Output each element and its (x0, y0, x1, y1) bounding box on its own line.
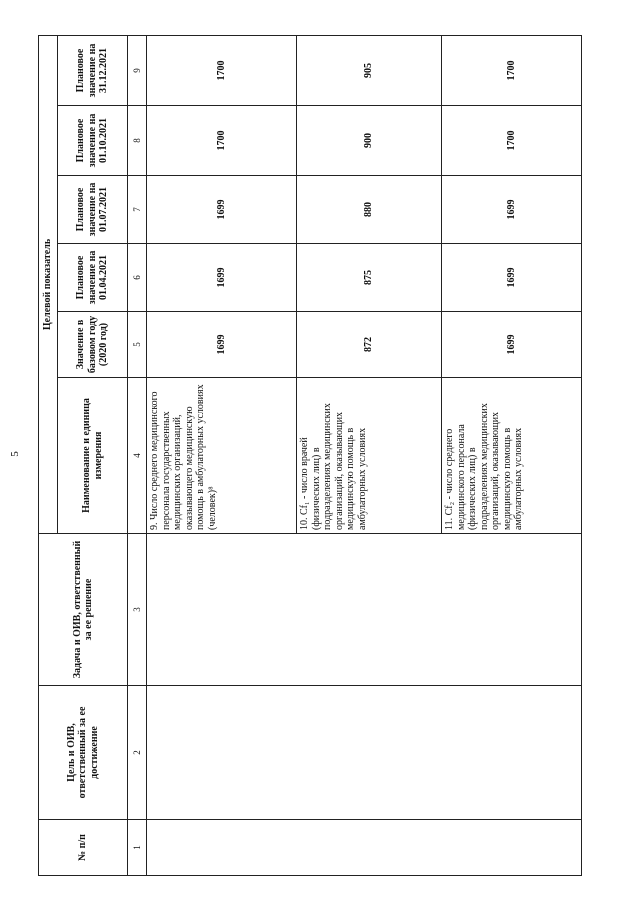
column-number: 9 (128, 36, 147, 106)
row-num (147, 820, 297, 876)
row-indicator: 11. Сf₂ - число среднего медицинского персонала (физических лиц) в подразделениях медицинских организаций, оказывающих медицинскую помощь в амбулаторных условиях (442, 378, 582, 534)
row-plan-q1: 875 (297, 244, 442, 312)
row-task (442, 534, 582, 686)
row-plan-q3: 900 (297, 106, 442, 176)
row-plan-q2: 1699 (442, 176, 582, 244)
column-number: 6 (128, 244, 147, 312)
row-plan-q1: 1699 (147, 244, 297, 312)
row-plan-q3: 1700 (147, 106, 297, 176)
row-plan-q2: 880 (297, 176, 442, 244)
header-indicator-name: Наименование и единица измерения (58, 378, 128, 534)
header-task: Задача и ОИВ, ответственный за ее решение (39, 534, 128, 686)
row-base-value: 872 (297, 312, 442, 378)
column-number: 3 (128, 534, 147, 686)
column-number: 1 (128, 820, 147, 876)
column-number-row (128, 36, 147, 876)
row-num (442, 820, 582, 876)
row-plan-q4: 905 (297, 36, 442, 106)
rotated-table-container (38, 36, 580, 876)
row-goal (297, 686, 442, 820)
target-indicators-table (38, 35, 582, 876)
header-plan-q2: Плановое значение на 01.07.2021 (58, 176, 128, 244)
header-plan-q4: Плановое значение на 31.12.2021 (58, 36, 128, 106)
row-num (297, 820, 442, 876)
column-number: 7 (128, 176, 147, 244)
row-plan-q4: 1700 (147, 36, 297, 106)
row-indicator: 10. Сf₁ - число врачей (физических лиц) в подразделениях медицинских организаций, оказывающих медицинскую помощь в амбулаторных условиях (297, 378, 442, 534)
row-goal (442, 686, 582, 820)
header-plan-q3: Плановое значение на 01.10.2021 (58, 106, 128, 176)
header-num: № п/п (39, 820, 128, 876)
row-plan-q4: 1700 (442, 36, 582, 106)
header-base-value: Значение в базовом году (2020 год) (58, 312, 128, 378)
row-plan-q1: 1699 (442, 244, 582, 312)
row-base-value: 1699 (442, 312, 582, 378)
table-row (442, 36, 582, 876)
header-target-indicator: Целевой показатель (39, 36, 58, 534)
row-indicator: 9. Число среднего медицинского персонала государственных медицинских организаций, оказывающего медицинскую помощь в амбулаторных условиях (человек)⁸ (147, 378, 297, 534)
page-number: 5 (8, 451, 21, 457)
row-plan-q2: 1699 (147, 176, 297, 244)
row-task (297, 534, 442, 686)
column-number: 2 (128, 686, 147, 820)
column-number: 4 (128, 378, 147, 534)
column-number: 5 (128, 312, 147, 378)
table-row (297, 36, 442, 876)
row-task (147, 534, 297, 686)
row-base-value: 1699 (147, 312, 297, 378)
row-goal (147, 686, 297, 820)
header-goal: Цель и ОИВ, ответственный за ее достижение (39, 686, 128, 820)
header-plan-q1: Плановое значение на 01.04.2021 (58, 244, 128, 312)
row-plan-q3: 1700 (442, 106, 582, 176)
column-number: 8 (128, 106, 147, 176)
table-row (147, 36, 297, 876)
